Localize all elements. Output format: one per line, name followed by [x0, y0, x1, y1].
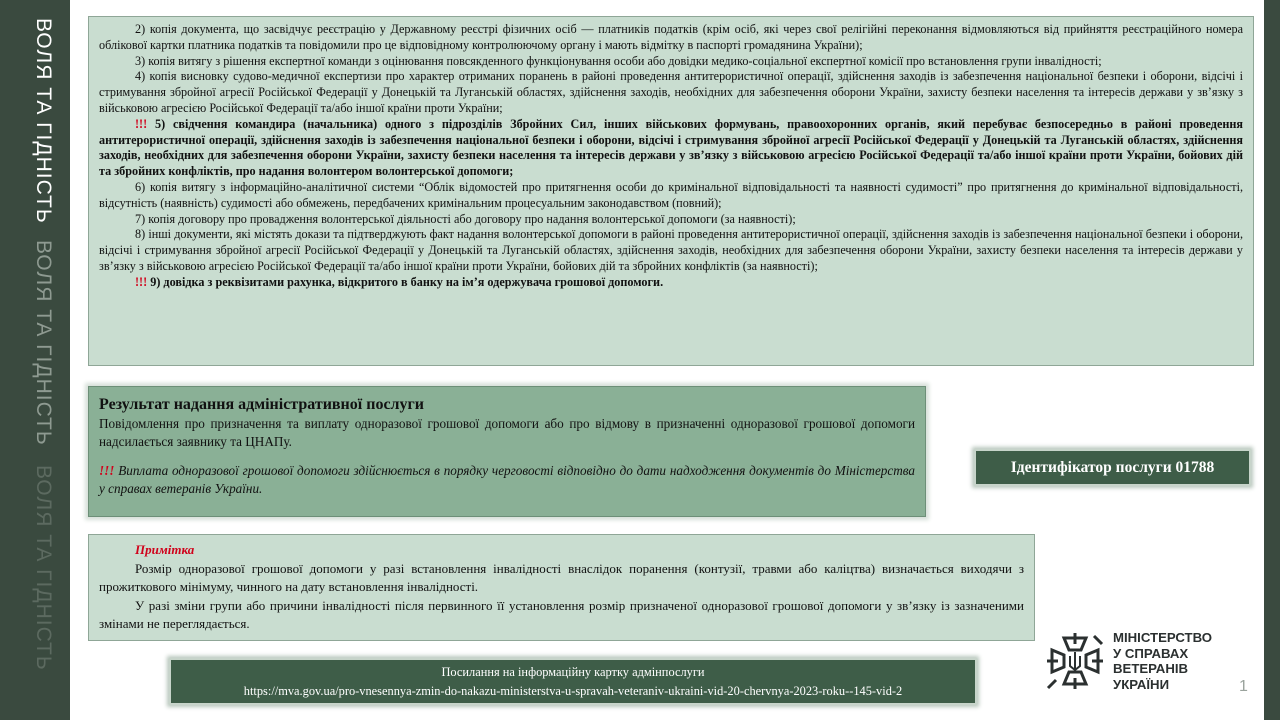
note-paragraph: У разі зміни групи або причини інвалідності після первинного її установлення розмір призначеної одноразової грошової допомоги у зв’язку із зазначеними змінами не переглядається. — [99, 597, 1024, 631]
note-title: Примітка — [135, 542, 195, 557]
ministry-logo — [1044, 630, 1234, 696]
document-item-important: !!! 9) довідка з реквізитами рахунка, відкритого в банку на ім’я одержувача грошової допомоги. — [135, 274, 664, 289]
note-paragraph: Розмір одноразової грошової допомоги у разі встановлення інвалідності внаслідок поранення (контузії, травми або каліцтва) визначається виходячи з прожиткового мінімуму, чинного на дату встановлення інвалідності. — [99, 560, 1024, 594]
document-item: 6) копія витягу з інформаційно-аналітичної системи “Облік відомостей про притягнення особи до кримінальної відповідальності та наявності судимості” про притягнення до кримінальної відповідальності, відсутність (наявність) судимості або обмежень, передбачених кримінальним процесуальним законодавством (повний); — [99, 179, 1243, 210]
attention-mark: !!! — [135, 116, 148, 131]
attention-mark: !!! — [99, 463, 115, 478]
attention-mark: !!! — [135, 274, 148, 289]
info-card-link[interactable]: https://mva.gov.ua/pro-vnesennya-zmin-do-nakazu-ministerstva-u-spravah-veteraniv-ukraini-vid-20-chervnya-2023-roku--145-vid-2 — [243, 684, 903, 698]
right-sidebar — [1264, 0, 1280, 720]
result-payment-note: !!! Виплата одноразової грошової допомоги здійснюється в порядку черговості відповідно до дати надходження документів до Міністерства у справах ветеранів України. — [99, 463, 915, 496]
documents-list-box — [88, 16, 1254, 366]
document-item: 4) копія висновку судово-медичної експертизи про характер отриманих поранень в районі проведення антитерористичної операції, здійснення заходів із забезпечення національної безпеки і оборони, відсічі і стримування збройної агресії Російської Федерації у Донецькій та Луганській областях, здійснення заходів, необхідних для забезпечення оборони України, захисту безпеки населення та інтересів держави у зв’язку з військовою агресією Російської Федерації та/або іншої країни проти України; — [99, 69, 1243, 115]
result-text: Повідомлення про призначення та виплату одноразової грошової допомоги або про відмову в призначенні одноразової грошової допомоги надсилається заявнику та ЦНАПу. — [99, 416, 915, 449]
document-item: 7) копія договору про провадження волонтерської діяльності або договору про надання волонтерської допомоги (за наявності); — [135, 211, 796, 226]
document-item-important: !!! 5) свідчення командира (начальника) одного з підрозділів Збройних Сил, інших військових формувань, правоохоронних органів, який перебуває безпосередньо в районі проведення антитерористичної операції, здійснення заходів із забезпечення національної безпеки і оборони, відсічі і стримування збройної агресії Російської Федерації у Донецькій та Луганській областях, здійснення заходів, необхідних для забезпечення оборони України, захисту безпеки населення та інтересів держави у зв’язку з військовою агресією Російської Федерації та/або іншої країни проти України, бойових дій та збройних конфліктів, про надання волонтером волонтерської допомоги; — [99, 116, 1243, 179]
link-caption: Посилання на інформаційну картку адмінпослуги — [441, 665, 705, 679]
document-item: 2) копія документа, що засвідчує реєстрацію у Державному реєстрі фізичних осіб — платників податків (крім осіб, які через свої релігійні переконання відмовляються від прийняття реєстраційного номера облікової картки платника податків та повідомили про це відповідному контролюючому органу і мають відмітку в паспорті громадянина України); — [99, 22, 1243, 52]
service-result-box — [88, 386, 926, 517]
ministry-emblem-icon — [1044, 630, 1106, 692]
service-identifier-badge: Ідентифікатор послуги 01788 — [974, 449, 1251, 486]
left-sidebar: ВОЛЯ ТА ГІДНІСТЬ ВОЛЯ ТА ГІДНІСТЬ ВОЛЯ ТА ГІДНІСТЬ — [0, 0, 70, 720]
result-title: Результат надання адміністративної послуги — [99, 396, 424, 413]
document-item: 3) копія витягу з рішення експертної команди з оцінювання повсякденного функціонування особи або довідки медико-соціальної експертної комісії про встановлення групи інвалідності; — [135, 53, 1102, 68]
info-card-link-box[interactable] — [169, 658, 977, 705]
note-box — [88, 534, 1035, 641]
ministry-name: МІНІСТЕРСТВО У СПРАВАХ ВЕТЕРАНІВ УКРАЇНИ — [1113, 630, 1213, 692]
page-number: 1 — [1239, 678, 1248, 695]
document-item: 8) інші документи, які містять докази та підтверджують факт надання волонтерської допомоги в районі проведення антитерористичної операції, здійснення заходів із забезпечення національної безпеки і оборони, відсічі і стримування збройної агресії Російської Федерації у Донецькій та Луганській областях, здійснення заходів, необхідних для забезпечення оборони України, захисту безпеки населення та інтересів держави у зв’язку з військовою агресією Російської Федерації та/або іншої країни проти України, бойових дій та збройних конфліктів (за наявності); — [99, 227, 1243, 273]
